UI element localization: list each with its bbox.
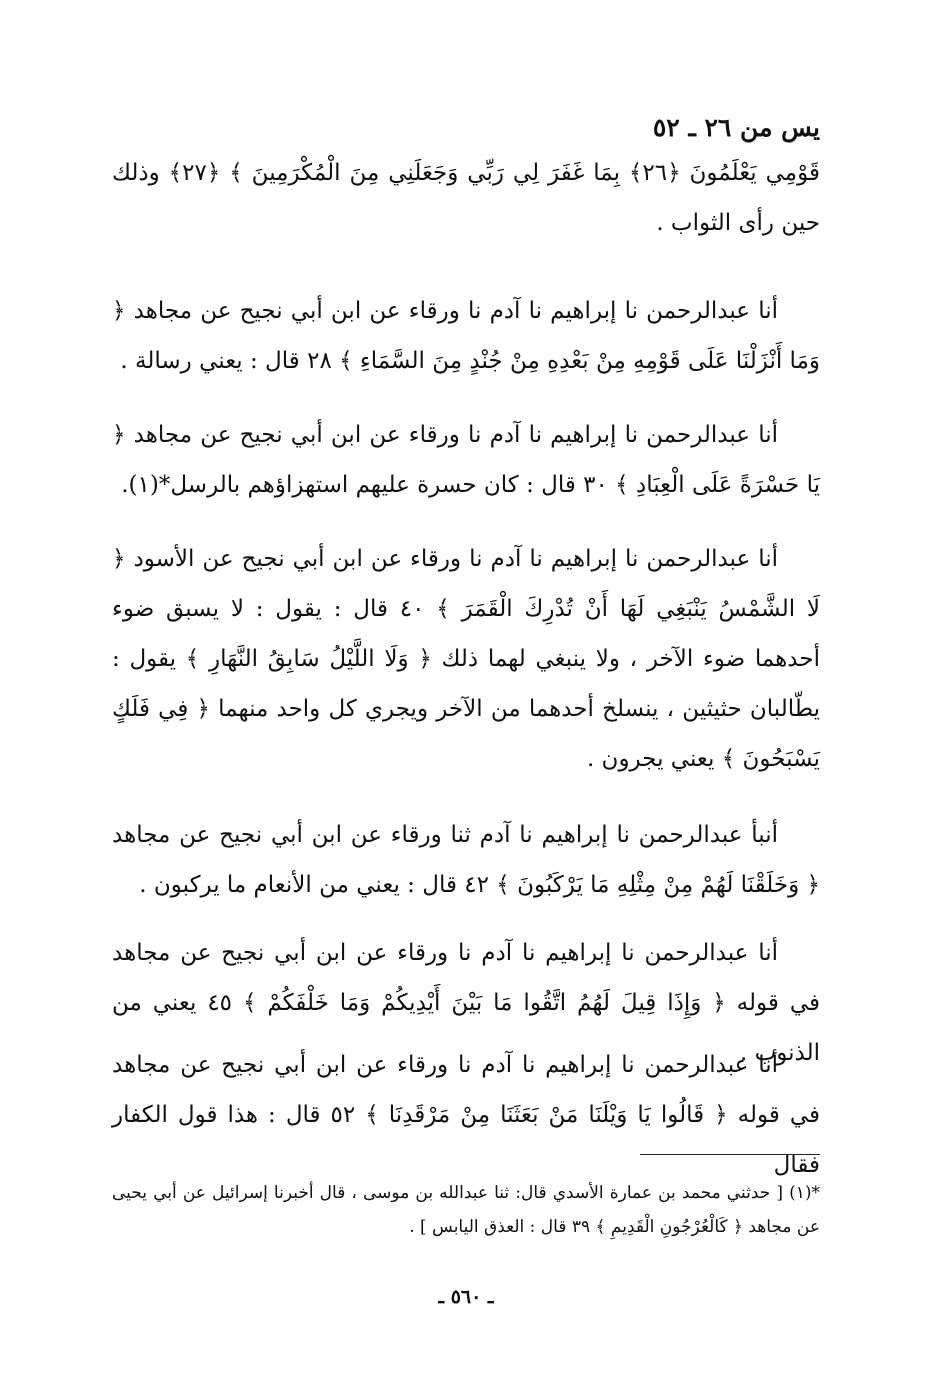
paragraph-4 [112,534,820,784]
running-head: يس من ٢٦ ـ ٥٢ [652,113,820,142]
paragraph-5-text: أنبأ عبدالرحمن نا إبراهيم نا آدم ثنا ورقاء عن ابن أبي نجيح عن مجاهد ﴿ وَخَلَقْنَا لَهُمْ مِنْ مِثْلِهِ مَا يَرْكَبُونَ ﴾ ٤٢ قال : يعني من الأنعام ما يركبون . [112,822,820,898]
paragraph-5 [112,810,820,910]
paragraph-3-text: أنا عبدالرحمن نا إبراهيم نا آدم نا ورقاء عن ابن أبي نجيح عن مجاهد ﴿ يَا حَسْرَةً عَلَى الْعِبَادِ ﴾ ٣٠ قال : كان حسرة عليهم استهزاؤهم بالرسل*(١). [112,422,820,498]
paragraph-3 [112,410,820,510]
paragraph-4-text: أنا عبدالرحمن نا إبراهيم نا آدم نا ورقاء عن ابن أبي نجيح عن الأسود ﴿ لَا الشَّمْسُ يَنْبَغِي لَهَا أَنْ تُدْرِكَ الْقَمَرَ ﴾ ٤٠ قال : يقول : لا يسبق ضوء أحدهما ضوء الآخر ، ولا ينبغي لهما ذلك ﴿ وَلَا اللَّيْلُ سَابِقُ النَّهَارِ ﴾ يقول : يطّالبان حثيثين ، ينسلخ أحدهما من الآخر ويجري كل واحد منهما ﴿ فِي فَلَكٍ يَسْبَحُونَ ﴾ يعني يجرون . [112,546,821,772]
paragraph-7-text: أنا عبدالرحمن نا إبراهيم نا آدم نا ورقاء عن ابن أبي نجيح عن مجاهد في قوله ﴿ قَالُوا يَا وَيْلَنَا مَنْ بَعَثَنَا مِنْ مَرْقَدِنَا ﴾ ٥٢ قال : هذا قول الكفار فقال [112,1052,821,1178]
paragraph-2-text: أنا عبدالرحمن نا إبراهيم نا آدم نا ورقاء عن ابن أبي نجيح عن مجاهد ﴿ وَمَا أَنْزَلْنَا عَلَى قَوْمِهِ مِنْ بَعْدِهِ مِنْ جُنْدٍ مِنَ السَّمَاءِ ﴾ ٢٨ قال : يعني رسالة . [112,298,820,374]
paragraph-7 [112,1040,820,1190]
page-number: ـ ٥٦٠ ـ [438,1286,494,1308]
footnote: *(١) [ حدثني محمد بن عمارة الأسدي قال: ثنا عبدالله بن موسى ، قال أخبرنا إسرائيل عن أبي يحيى عن مجاهد ﴿ كَالْعُرْجُونِ الْقَدِيمِ ﴾ ٣٩ قال : العذق اليابس ] . [112,1183,820,1237]
paragraph-6-text: أنا عبدالرحمن نا إبراهيم نا آدم نا ورقاء عن ابن أبي نجيح عن مجاهد في قوله ﴿ وَإِذَا قِيلَ لَهُمُ اتَّقُوا مَا بَيْنَ أَيْدِيكُمْ وَمَا خَلْفَكُمْ ﴾ ٤٥ يعني من الذنوب . [112,940,820,1066]
paragraph-2 [112,286,820,386]
footnote-divider [640,1154,820,1155]
document-page [112,108,820,1358]
paragraph-1: قَوْمِي يَعْلَمُونَ ﴿٢٦﴾ بِمَا غَفَرَ لِي رَبِّي وَجَعَلَنِي مِنَ الْمُكْرَمِينَ ﴾ ﴿٢٧﴾ وذلك حين رأى الثواب . [112,160,821,236]
